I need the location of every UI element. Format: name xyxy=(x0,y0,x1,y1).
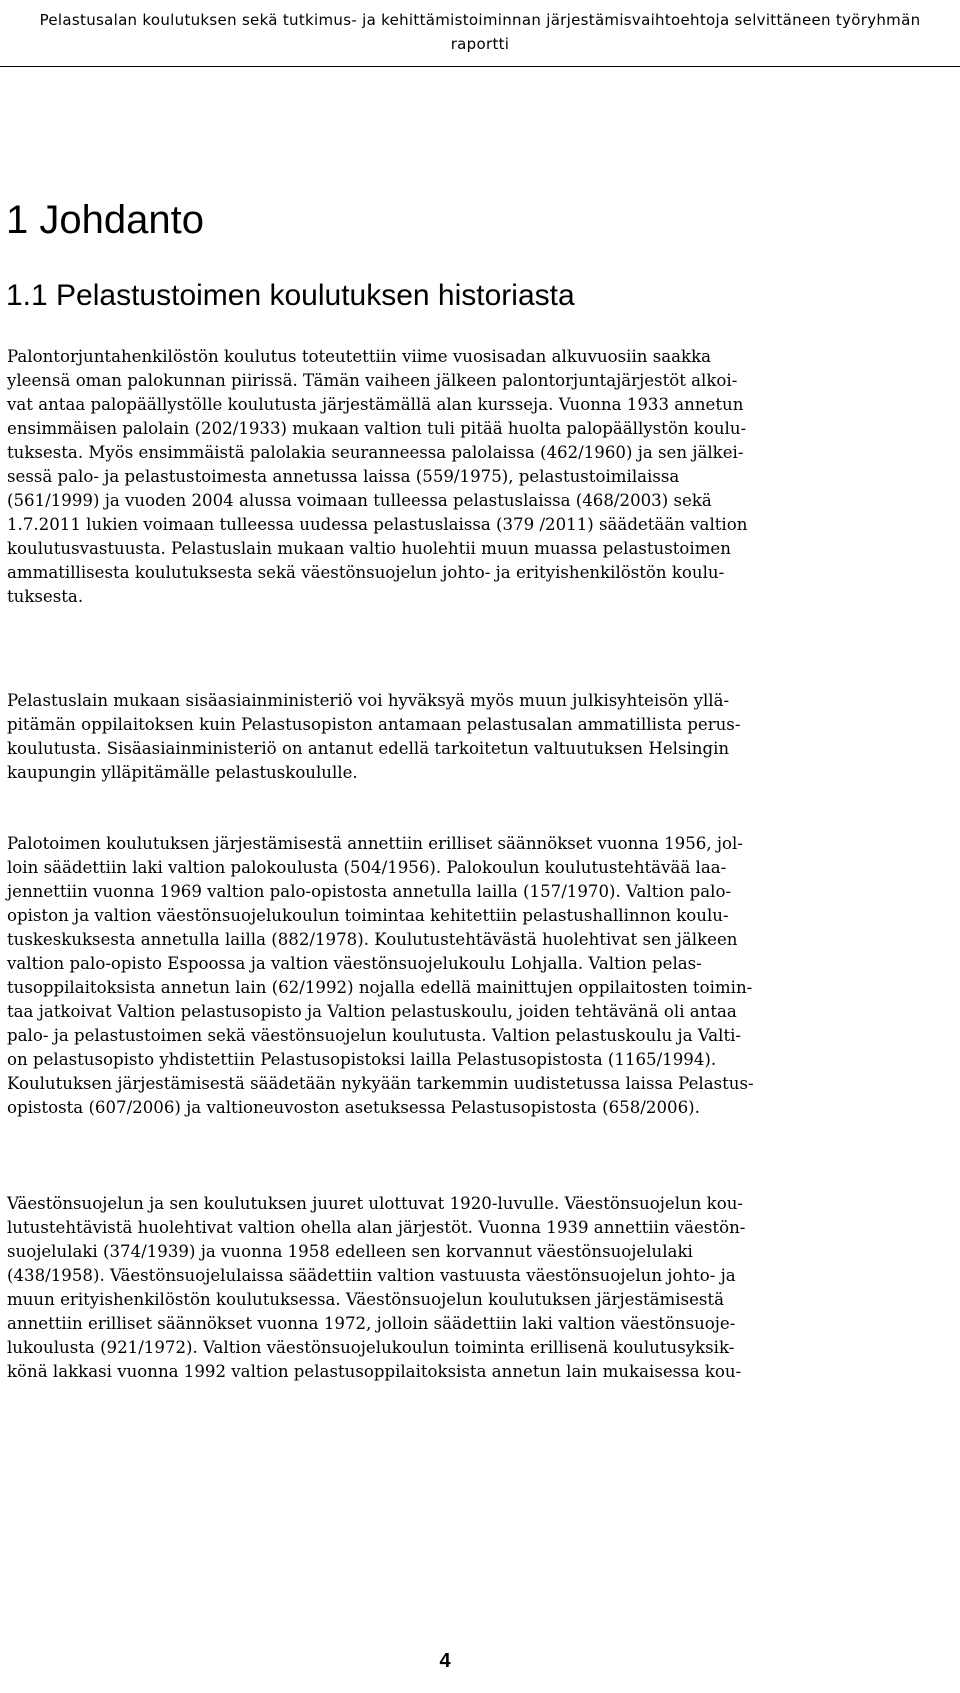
paragraph-line: annettiin erilliset säännökset vuonna 1972, jolloin säädettiin laki valtion väestönsuoje- xyxy=(7,1314,736,1333)
paragraph-line: ammatillisesta koulutuksesta sekä väestönsuojelun johto- ja erityishenkilöstön koulu- xyxy=(7,563,725,582)
paragraph-line: kaupungin ylläpitämälle pelastuskoululle. xyxy=(7,763,358,782)
running-header xyxy=(0,0,960,56)
paragraph-line: tuksesta. xyxy=(7,587,84,606)
chapter-heading: 1 Johdanto xyxy=(6,198,204,242)
paragraph-line: Pelastuslain mukaan sisäasiainministeriö voi hyväksyä myös muun julkisyhteisön yllä- xyxy=(7,691,730,710)
section-heading: 1.1 Pelastustoimen koulutuksen historiasta xyxy=(6,279,575,312)
paragraph-line: suojelulaki (374/1939) ja vuonna 1958 edelleen sen korvannut väestönsuojelulaki xyxy=(7,1242,693,1261)
paragraph-line: Palontorjuntahenkilöstön koulutus toteutettiin viime vuosisadan alkuvuosiin saakka xyxy=(7,347,712,366)
paragraph-line: palo- ja pelastustoimen sekä väestönsuojelun koulutusta. Valtion pelastuskoulu ja Valti- xyxy=(7,1026,742,1045)
paragraph-line: (438/1958). Väestönsuojelulaissa säädettiin valtion vastuusta väestönsuojelun johto- ja xyxy=(7,1266,736,1285)
paragraph-4 xyxy=(7,1192,883,1384)
paragraph-line: könä lakkasi vuonna 1992 valtion pelastusoppilaitoksista annetun lain mukaisessa kou- xyxy=(7,1362,742,1381)
paragraph-line: (561/1999) ja vuoden 2004 alussa voimaan tulleessa pelastuslaissa (468/2003) sekä xyxy=(7,491,712,510)
paragraph-line: 1.7.2011 lukien voimaan tulleessa uudessa pelastuslaissa (379 /2011) säädetään valtion xyxy=(7,515,748,534)
paragraph-line: koulutusvastuusta. Pelastuslain mukaan valtio huolehtii muun muassa pelastustoimen xyxy=(7,539,731,558)
page-number: 4 xyxy=(439,1650,451,1672)
paragraph-line: loin säädettiin laki valtion palokoulusta (504/1956). Palokoulun koulutustehtävää laa- xyxy=(7,858,727,877)
paragraph-line: Väestönsuojelun ja sen koulutuksen juuret ulottuvat 1920-luvulle. Väestönsuojelun kou- xyxy=(7,1194,743,1213)
paragraph-line: sessä palo- ja pelastustoimesta annetussa laissa (559/1975), pelastustoimilaissa xyxy=(7,467,680,486)
paragraph-line: tuksesta. Myös ensimmäistä palolakia seuranneessa palolaissa (462/1960) ja sen jälkei- xyxy=(7,443,744,462)
paragraph-line: muun erityishenkilöstön koulutuksessa. Väestönsuojelun koulutuksen järjestämisestä xyxy=(7,1290,724,1309)
paragraph-line: vat antaa palopäällystölle koulutusta järjestämällä alan kursseja. Vuonna 1933 annetun xyxy=(7,395,744,414)
paragraph-line: taa jatkoivat Valtion pelastusopisto ja Valtion pelastuskoulu, joiden tehtävänä oli antaa xyxy=(7,1002,737,1021)
paragraph-line: koulutusta. Sisäasiainministeriö on antanut edellä tarkoitetun valtuutuksen Helsingin xyxy=(7,739,730,758)
paragraph-line: lukoulusta (921/1972). Valtion väestönsuojelukoulun toiminta erillisenä koulutusyksik- xyxy=(7,1338,735,1357)
paragraph-line: on pelastusopisto yhdistettiin Pelastusopistoksi lailla Pelastusopistosta (1165/1994). xyxy=(7,1050,717,1069)
paragraph-line: jennettiin vuonna 1969 valtion palo-opistosta annetulla lailla (157/1970). Valtion palo- xyxy=(7,882,732,901)
paragraph-line: yleensä oman palokunnan piirissä. Tämän vaiheen jälkeen palontorjuntajärjestöt alkoi- xyxy=(7,371,738,390)
paragraph-3 xyxy=(7,832,883,1120)
paragraph-line: tusoppilaitoksista annetun lain (62/1992) nojalla edellä mainittujen oppilaitosten toimin- xyxy=(7,978,753,997)
paragraph-1 xyxy=(7,345,883,609)
paragraph-line: lutustehtävistä huolehtivat valtion ohella alan järjestöt. Vuonna 1939 annettiin väestön- xyxy=(7,1218,746,1237)
paragraph-line: opiston ja valtion väestönsuojelukoulun toimintaa kehitettiin pelastushallinnon koulu- xyxy=(7,906,729,925)
running-header-line-1: Pelastusalan koulutuksen sekä tutkimus- ja kehittämistoiminnan järjestämisvaihtoehtoja selvittäneen työryhmän xyxy=(39,11,921,29)
paragraph-line: pitämän oppilaitoksen kuin Pelastusopiston antamaan pelastusalan ammatillista perus- xyxy=(7,715,741,734)
paragraph-line: Koulutuksen järjestämisestä säädetään nykyään tarkemmin uudistetussa laissa Pelastus- xyxy=(7,1074,754,1093)
paragraph-line: tuskeskuksesta annetulla lailla (882/1978). Koulutustehtävästä huolehtivat sen jälkeen xyxy=(7,930,738,949)
paragraph-line: opistosta (607/2006) ja valtioneuvoston asetuksessa Pelastusopistosta (658/2006). xyxy=(7,1098,700,1117)
paragraph-line: ensimmäisen palolain (202/1933) mukaan valtion tuli pitää huolta palopäällystön koulu- xyxy=(7,419,747,438)
paragraph-2 xyxy=(7,689,883,785)
paragraph-line: Palotoimen koulutuksen järjestämisestä annettiin erilliset säännökset vuonna 1956, jol- xyxy=(7,834,743,853)
header-divider xyxy=(0,66,960,67)
paragraph-line: valtion palo-opisto Espoossa ja valtion väestönsuojelukoulu Lohjalla. Valtion pelas- xyxy=(7,954,702,973)
running-header-line-2: raportti xyxy=(450,35,510,53)
